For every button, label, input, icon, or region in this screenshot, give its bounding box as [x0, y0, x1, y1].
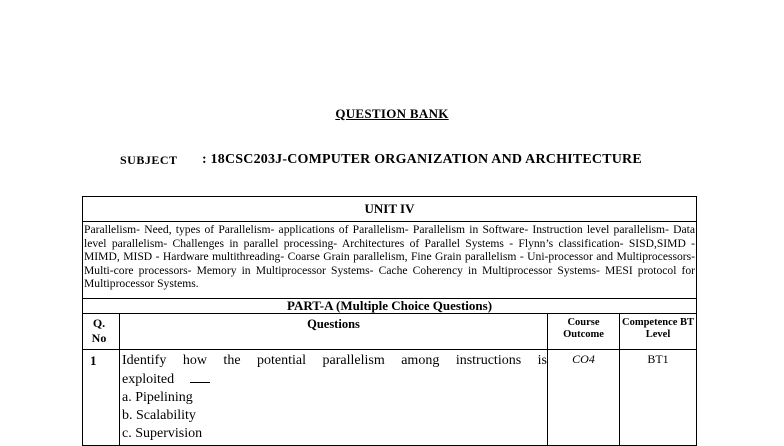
page-title: QUESTION BANK [335, 106, 449, 121]
subject-value: : 18CSC203J-COMPUTER ORGANIZATION AND ARCHITECTURE [202, 152, 642, 167]
header-questions: Questions [120, 314, 548, 350]
header-qno: Q. No [83, 314, 120, 350]
header-course-outcome: Course Outcome [548, 314, 620, 350]
unit-row [83, 197, 697, 222]
course-outcome: CO4 [548, 350, 620, 446]
subject-label: SUBJECT [120, 153, 178, 167]
question-number: 1 [83, 350, 120, 446]
question-table [82, 196, 697, 446]
option-a: a. Pipelining [122, 390, 193, 405]
part-title: PART-A (Multiple Choice Questions) [83, 299, 697, 314]
option-c: c. Supervision [122, 426, 203, 441]
part-row [83, 299, 697, 314]
question-text-line2-text: exploited [122, 372, 175, 387]
unit-syllabus: Parallelism- Need, types of Parallelism- applications of Parallelism- Parallelism in Software- Instruction level parallelism- Data level parallelism- Challenges in parallel processing- Architectures of Parallel Systems - Flynn’s classification- SISD,SIMD - MIMD, MISD - Hardware multithreading- Coarse Grain parallelism, Fine Grain parallelism - Uni-processor and Multiprocessors- Multi-core processors- Memory in Multiprocessor Systems- Cache Coherency in Multiprocessor Systems- MESI protocol for Multiprocessor Systems. [83, 222, 697, 299]
header-competence: Competence BT Level [620, 314, 697, 350]
bt-level: BT1 [620, 350, 697, 446]
question-cell [120, 350, 548, 446]
option-b: b. Scalability [122, 408, 196, 423]
syllabus-row [83, 222, 697, 299]
question-text-line2 [122, 370, 547, 389]
table-row [83, 350, 697, 446]
header-row [83, 314, 697, 350]
answer-blank [190, 370, 210, 383]
question-text-line1: Identify how the potential parallelism among instructions is [122, 353, 547, 368]
unit-title: UNIT IV [83, 197, 697, 222]
